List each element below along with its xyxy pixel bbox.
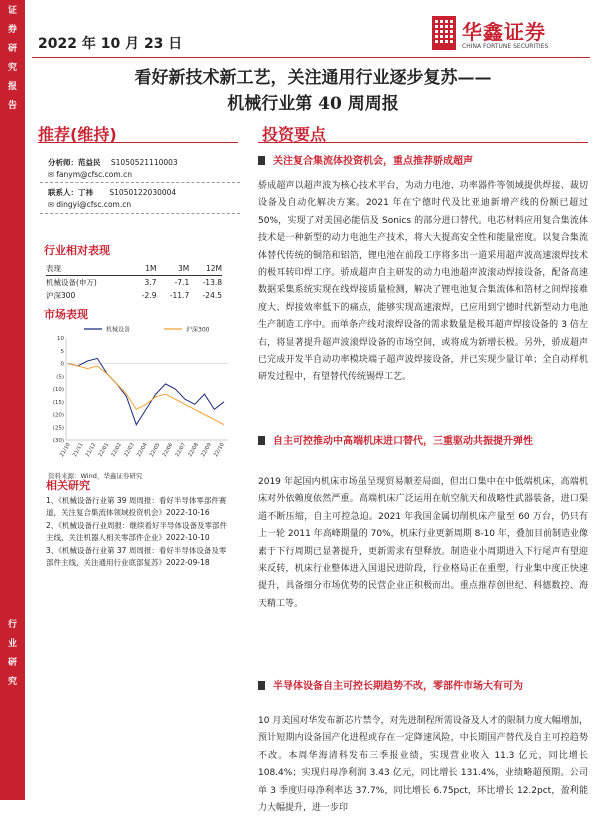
x-tick-label: 22/10 bbox=[213, 442, 226, 458]
analyst-divider bbox=[40, 213, 240, 214]
x-tick-label: 21/11 bbox=[71, 442, 85, 458]
table-row: 机械设备(申万) 3.7 -7.1 -13.8 bbox=[46, 278, 222, 287]
square-bullet-icon bbox=[258, 156, 265, 165]
section-paragraph: 10 月美国对华发布新芯片禁令，对先进制程所需设备及人才的限制力度大幅增加，预计短期内设备国产化进程或存在一定降速风险，中长期国产替代及自主可控趋势不改。本周华海清科发布三季报业绩，实现营业收入 11.3 亿元，同比增长 108.4%；实现归母净利润 3.43 亿元，同比增长 131.4%，业绩略超预期。公司单 3 季度归母净利率达 37.7%，同比增长 6.75pct，环比增长 12.2pct，盈利能力大幅提升，进一步印 bbox=[258, 716, 588, 814]
related-item: 1、《机械设备行业第 39 周周报：看好半导体零部件赛道，关注复合集流体领域投资机会》2022-10-16 bbox=[46, 495, 227, 517]
x-tick-label: 22/03 bbox=[123, 442, 136, 458]
report-date: 2022 年 10 月 23 日 bbox=[38, 36, 183, 52]
rating: 推荐(维持) bbox=[38, 125, 117, 144]
y-tick-label: 5 bbox=[60, 348, 64, 355]
report-title-line2: 机械行业第 40 周周报 bbox=[227, 94, 399, 114]
y-tick-label: 10 bbox=[57, 336, 64, 342]
performance-heading: 行业相对表现 bbox=[44, 244, 110, 257]
y-tick-label: (10) bbox=[52, 387, 64, 393]
section-paragraph: 2019 年起国内机床市场虽呈现贸易顺差局面，但出口集中在中低端机床，高端机床对外依赖度依然严重。高端机床广泛运用在航空航天和战略性武器装备，进口渠道不断压缩，自主可控急迫。2021 年我国金属切削机床产量至 60 万台，仍只有上一轮 2011 年高峰期量的 70%，机床行业更新周期 8-10 年，叠加目前制造业像素于下行周期已显著提升，更新需求有望释放。制造业小周期进入下行尾声有望迎来反转，机床行业整体进入国退民进阶段，行业格局正在重塑，行业集中度正快速提升，具备细分市场优势的民营企业正积极而出。重点推荐创世纪、科德数控、海天精工等。 bbox=[258, 477, 588, 609]
x-tick-label: 21/12 bbox=[84, 442, 98, 458]
section-heading: 自主可控推动中高端机床进口替代，三重驱动共振提升弹性 bbox=[258, 433, 588, 451]
y-tick-label: 0 bbox=[60, 361, 64, 368]
related-research bbox=[46, 479, 232, 570]
legend-label: 沪深300 bbox=[186, 326, 210, 334]
analyst-2-email: ✉ dingyi@cfsc.com.cn bbox=[48, 200, 132, 209]
investment-heading: 投资要点 bbox=[262, 125, 327, 144]
table-header-row: 表现 1M 3M 12M bbox=[46, 262, 222, 276]
section-heading: 半导体设备自主可控长期趋势不改，零部件市场大有可为 bbox=[258, 678, 588, 696]
x-tick-label: 22/07 bbox=[174, 442, 188, 458]
mail-icon: ✉ bbox=[48, 171, 54, 179]
company-logo bbox=[432, 16, 582, 58]
x-tick-label: 22/01 bbox=[97, 442, 111, 458]
x-tick-label: 22/06 bbox=[161, 442, 175, 458]
x-tick-label: 22/05 bbox=[148, 442, 162, 458]
market-chart bbox=[44, 322, 232, 470]
report-title-line1: 看好新技术新工艺，关注通用行业逐步复苏—— bbox=[134, 68, 492, 88]
series-line bbox=[68, 358, 224, 424]
x-tick-label: 22/08 bbox=[187, 442, 201, 458]
y-tick-label: (15) bbox=[52, 399, 64, 406]
market-heading: 市场表现 bbox=[44, 308, 88, 321]
analyst-1-email: ✉ fanym@cfsc.com.cn bbox=[48, 170, 132, 179]
analyst-divider bbox=[40, 182, 240, 183]
y-tick-label: (30) bbox=[52, 438, 64, 444]
rating-underline bbox=[38, 142, 238, 143]
logo-name: 华鑫证券 bbox=[462, 20, 546, 44]
x-tick-label: 22/09 bbox=[200, 442, 213, 458]
section-heading: 关注复合集流体投资机会，重点推荐骄成超声 bbox=[258, 153, 588, 171]
square-bullet-icon bbox=[258, 681, 265, 690]
chart-source: 资料来源：Wind，华鑫证券研究 bbox=[48, 472, 143, 480]
square-bullet-icon bbox=[258, 436, 265, 445]
mail-icon: ✉ bbox=[48, 201, 54, 209]
analyst-1: 分析师：范益民 S1050521110003 bbox=[48, 158, 178, 167]
x-tick-label: 21/10 bbox=[59, 442, 72, 458]
investment-underline bbox=[258, 142, 588, 143]
sidebar-bottom-text: 行 业 研 究 bbox=[7, 620, 17, 687]
header-divider bbox=[32, 57, 590, 58]
section-paragraph: 骄成超声以超声波为核心技术平台，为动力电池、功率器件等领域提供焊接、裁切设备及自动化解决方案。2021 年在宁德时代及比亚迪新增产线的份额已超过 50%，实现了对美国必能信及 Sonics 的部分进口替代。电芯材料应用复合集流体技术是一种新型的动力电池生产技术，将大大提高安全性和能量密度。以复合集流体替代传统的铜箔和铝箔，锂电池在前段工序将多出一道采用超声波高速滚焊技术的极耳转印焊工序。骄成超声自主研发的动力电池超声波滚动焊接设备，配备高速数据采集系统实现在线焊接质量检测，解决了锂电池复合集流体和箔材之间焊接难度大、焊接效率低下的痛点，能够实现高速滚焊，已应用到宁德时代新型动力电池生产制造工序中。而单条产线对滚焊设备的需求数量是极耳超声焊接设备的 3 倍左右，将显著提升超声波滚焊设备的市场空间，或将成为新增长极。另外，骄成超声已完成开发半自动功率模块端子超声波焊接设备，并已实现少量订单；全自动样机研发过程中，有望替代传统锡焊工艺。 bbox=[258, 181, 588, 383]
logo-english-name: CHINA FORTUNE SECURITIES bbox=[462, 43, 549, 50]
logo-mark-icon bbox=[432, 16, 456, 50]
series-line bbox=[68, 364, 224, 425]
x-tick-label: 22/04 bbox=[136, 442, 149, 458]
related-heading: 相关研究 bbox=[46, 479, 90, 492]
analyst-2: 联系人：丁祎 S1050122030004 bbox=[48, 188, 177, 197]
related-item: 2、《机械设备行业周报：继续看好半导体设备及零部件主线，关注机器人相关零部件企业》2022-10-10 bbox=[46, 520, 228, 542]
y-tick-label: (20) bbox=[52, 412, 64, 419]
x-tick-label: 22/02 bbox=[110, 442, 124, 458]
legend-label: 机械设备 bbox=[106, 326, 131, 334]
performance-table bbox=[46, 262, 222, 302]
y-tick-label: (25) bbox=[52, 425, 64, 432]
related-item: 3、《机械设备行业第 37 周周报：看好半导体设备及零部件主线，关注通用行业底部复苏》2022-09-18 bbox=[46, 545, 227, 567]
y-tick-label: (5) bbox=[56, 374, 64, 381]
table-row: 沪深300 -2.9 -11.7 -24.5 bbox=[46, 291, 222, 300]
sidebar-top-text: 证 券 研 究 报 告 bbox=[7, 6, 17, 111]
